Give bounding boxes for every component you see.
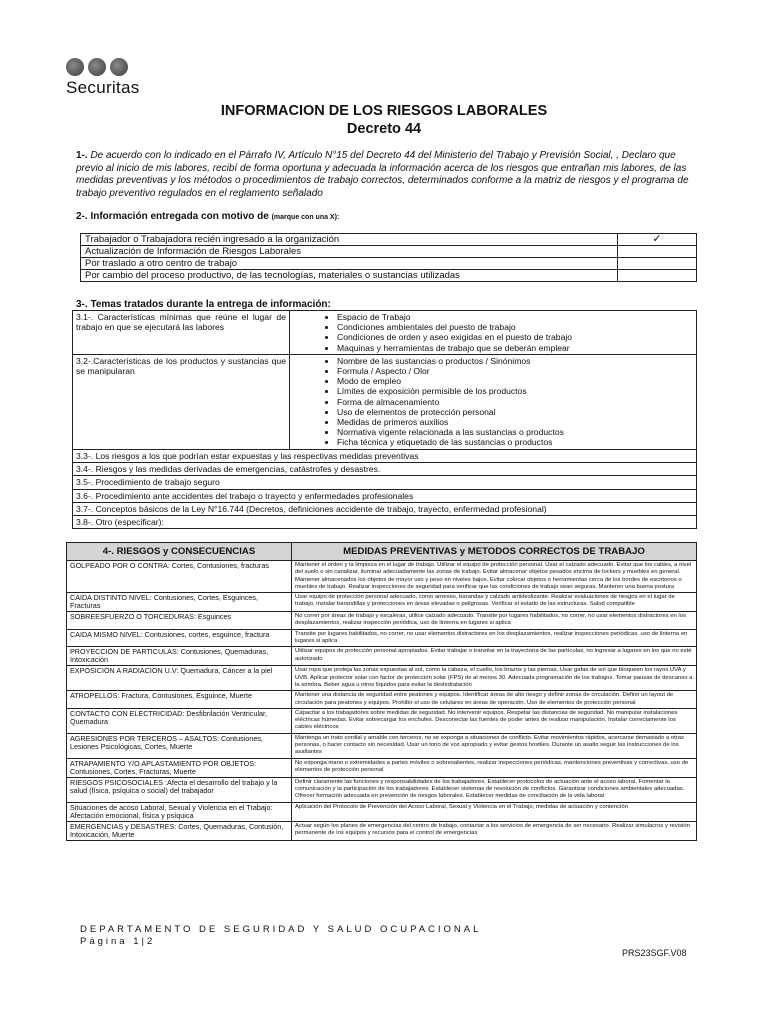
topic-item: • Ficha técnica y etiquetado de las sustancias o productos — [337, 437, 693, 447]
topic-item: • Normativa vigente relacionada a las sustancias o productos — [337, 427, 693, 437]
topic-item: • Espacio de Trabajo — [337, 312, 693, 322]
section-2-hint: (marque con una X): — [271, 214, 340, 221]
risks-table — [66, 542, 697, 841]
section-3-title: 3-. Temas tratados durante la entrega de información: — [76, 299, 331, 310]
risk-row — [67, 821, 697, 840]
risk-row — [67, 612, 697, 630]
logo-text: Securitas — [66, 78, 140, 97]
topic-3-4: 3.4-. Riesgos y las medidas derivadas de emergencias, catástrofes y desastres. — [73, 462, 697, 475]
topic-3-2-items — [290, 354, 697, 449]
risk-row — [67, 647, 697, 666]
risk-row — [67, 708, 697, 733]
risk-cell: GOLPEADO POR O CONTRA: Cortes, Contusiones, fracturas — [67, 561, 292, 593]
reason-row — [81, 270, 697, 282]
document-code: PRS23SGF.V08 — [622, 948, 687, 958]
logo-dot — [88, 58, 106, 76]
topic-row — [73, 516, 697, 529]
risk-cell: PROYECCION DE PARTICULAS: Contusiones, Quemaduras, Intoxicación — [67, 647, 292, 666]
topic-item: • Medidas de primeros auxilios — [337, 417, 693, 427]
measure-cell: Actuar según los planes de emergencias del centro de trabajo, contactar a los servicios de emergencia de ser necesario. Realizar simulacros y revisión permanente de los equipos y recursos para el control de emergencias — [292, 821, 697, 840]
risk-row — [67, 733, 697, 758]
topic-row — [73, 476, 697, 489]
risk-row — [67, 802, 697, 821]
measure-cell: Aplicación del Protocolo de Prevención del Acoso Laboral, Sexual y Violencia en el Trabajo, medidas de actuación y contención — [292, 802, 697, 821]
securitas-logo — [66, 58, 140, 98]
reason-row — [81, 234, 697, 246]
reason-row — [81, 246, 697, 258]
reason-label: Trabajador o Trabajadora recién ingresado a la organización — [81, 234, 618, 246]
footer-department: DEPARTAMENTO DE SEGURIDAD Y SALUD OCUPACIONAL — [80, 924, 482, 935]
topic-item: • Uso de elementos de protección personal — [337, 407, 693, 417]
reason-label: Actualización de Información de Riesgos Laborales — [81, 246, 618, 258]
topic-item: • Condiciones ambientales del puesto de trabajo — [337, 322, 693, 332]
risk-cell: SOBREESFUERZO O TORCEDURAS: Esguinces — [67, 612, 292, 630]
risk-cell: ATRAPAMIENTO Y/O APLASTAMIENTO POR OBJETOS: Contusiones, Cortes, Fracturas, Muerte — [67, 758, 292, 777]
topic-item: • Límites de exposición permisible de los productos — [337, 386, 693, 396]
risk-row — [67, 561, 697, 593]
risk-row — [67, 593, 697, 612]
topic-item: • Nombre de las sustancias o productos / Sinónimos — [337, 356, 693, 366]
section-2-title — [76, 211, 339, 222]
measure-cell: No exponga mano o extremidades a partes móviles o sobresalientes, realizar inspecciones periódicas, mantenciones preventivas y correctivas, uso de elementos de protección personal — [292, 758, 697, 777]
measure-cell: Definir claramente las funciones y responsabilidades de los trabajadores. Establecer protocolos de actuación ante el acoso laboral. Fomentar la comunicación y la participación de los trabajadores. Establecer sistemas de resolución de conflictos. Garantizar condiciones ambientales adecuadas. Ofrecer formación adecuada en prevención de riesgos laborales. Establecer medidas de conciliación de la vida laboral — [292, 777, 697, 802]
topic-row — [73, 489, 697, 502]
risk-row — [67, 666, 697, 691]
logo-dot — [66, 58, 84, 76]
topic-row — [73, 354, 697, 449]
measure-cell: Mantener el orden y la limpieza en el lugar de trabajo. Utilizar el equipo de protección personal. Usar el calzado adecuado. Evitar que los cables, a nivel del suelo o sin canalizar, iluminar adecuadamente las zonas de trabajo. Evitar almacenar objetos pesados encima de lockers y muebles en general. Mantener almacenados los objetos de mayor uso y peso en niveles bajos. Evitar colocar objetos o herramientas cerca de los bordes de escritorios o muebles de trabajo. Realizar inspecciones de seguridad para verificar que las condiciones de trabajo sean seguras. Mantener una buena postura — [292, 561, 697, 593]
risks-header: 4-. RIESGOS y CONSECUENCIAS — [67, 543, 292, 561]
intro-paragraph — [76, 150, 698, 200]
measure-cell: Utilizar equipos de protección personal apropiados. Evitar trabajar o transitar en la trayectoria de las partículas, no ingresar a lugares en los que no esté autorizado — [292, 647, 697, 666]
measure-cell: Capacitar a los trabajadores sobre medidas de seguridad. No intervenir equipos. Respetar las distancias de seguridad. No manipular instalaciones eléctricas húmedas. Evitar sobrecargar los enchufes. Desconectar las fuentes de poder antes de realizar manipulación. Instalar correctamente los cables eléctricos — [292, 708, 697, 733]
measure-cell: Mantenga un trato cordial y amable con terceros, no se exponga a situaciones de conflicto. Evitar movimientos rápidos, acercarse demasiado a otras personas, o hacer contacto sin necesidad. Usar un tono de voz apropiado y evitar gestos hostiles. Durante un asalto seguir las instrucciones de los asaltantes — [292, 733, 697, 758]
document-title: INFORMACION DE LOS RIESGOS LABORALES — [220, 103, 548, 119]
reason-table — [80, 233, 697, 282]
intro-number: 1-. — [76, 150, 88, 161]
risk-cell: CAIDA MISMO NIVEL: Contusiones, cortes, esguince, fractura — [67, 629, 292, 647]
topic-item: • Condiciones de orden y aseo exigidas en el puesto de trabajo — [337, 332, 693, 342]
reason-checkbox[interactable] — [618, 270, 697, 282]
measure-cell: Usar equipo de protección personal adecuado, como arneses, barandas y calzado antideslizante. Realizar evaluaciones de riesgos en el lugar de trabajo, instalar barandillas y protecciones en áreas elevadas o peligrosas. Verificar el estado de las estructuras. Salud compatible — [292, 593, 697, 612]
topic-item: • Formula / Aspecto / Olor — [337, 366, 693, 376]
topic-3-6: 3.6-. Procedimiento ante accidentes del trabajo o trayecto y enfermedades profesionales — [73, 489, 697, 502]
risk-cell: AGRESIONES POR TERCEROS – ASALTOS: Contusiones, Lesiones Psicológicas, Cortes, Muerte — [67, 733, 292, 758]
reason-checkbox[interactable] — [618, 246, 697, 258]
measures-header: MEDIDAS PREVENTIVAS y METODOS CORRECTOS DE TRABAJO — [292, 543, 697, 561]
section-2-heading: 2-. Información entregada con motivo de — [76, 211, 269, 222]
risk-cell: EXPOSICION A RADIACION U.V: Quemadura, Cáncer a la piel — [67, 666, 292, 691]
footer-page: Página 1|2 — [80, 936, 156, 947]
intro-text: De acuerdo con lo indicado en el Párrafo IV, Artículo N°15 del Decreto 44 del Ministerio del Trabajo y Previsión Social, , Declaro que previo al inicio de mis labores, recibí de forma oportuna y adecuada la información acerca de los riesgos que entrañan mis labores, de las medidas preventivas y los métodos o procedimientos de trabajo correctos, determinados conforme a la matriz de riesgos y el programa de trabajo preventivo regulados en el reglamento señalado — [76, 150, 689, 199]
reason-row — [81, 258, 697, 270]
risk-row — [67, 691, 697, 709]
topic-row — [73, 502, 697, 515]
topic-3-3: 3.3-. Los riesgos a los que podrían estar expuestas y las respectivas medidas preventivas — [73, 449, 697, 462]
topic-item: • Modo de empleo — [337, 376, 693, 386]
topic-3-1-items — [290, 311, 697, 355]
topic-3-2-label: 3.2-.Características de los productos y sustancias que se manipularan — [73, 354, 290, 449]
risks-header-row — [67, 543, 697, 561]
risk-row — [67, 758, 697, 777]
measure-cell: Transite por lugares habilitados, no correr, no usar elementos distractores en los desplazamientos, realizar inspecciones periódicas, uso de linterna en lugares si aplica — [292, 629, 697, 647]
logo-dots — [66, 58, 140, 76]
topic-row — [73, 311, 697, 355]
risk-cell: EMERGENCIAS y DESASTRES: Cortes, Quemaduras, Contusión, Intoxicación, Muerte — [67, 821, 292, 840]
reason-label: Por cambio del proceso productivo, de las tecnologías, materiales o sustancias utilizadas — [81, 270, 618, 282]
document-subtitle: Decreto 44 — [346, 121, 422, 137]
risk-cell: RIESGOS PSICOSOCIALES :Afecta el desarrollo del trabajo y la salud (física, psíquica o social) del trabajador — [67, 777, 292, 802]
risk-cell: Situaciones de acoso Laboral, Sexual y Violencia en el Trabajo: Afectación emocional, física y psíquica — [67, 802, 292, 821]
topics-table — [72, 310, 697, 529]
topic-item: • Maquinas y herramientas de trabajo que se deberán emplear — [337, 343, 693, 353]
risk-row — [67, 777, 697, 802]
measure-cell: Mantener una distancia de seguridad entre peatones y equipos. Identificar áreas de alto riesgo y definir zonas de circulación. Definir un layout de circulación para peatones y equipos. Prohibir el uso de celulares en áreas de operación. Uso de elementos de protección personal — [292, 691, 697, 709]
topic-3-8: 3.8-. Otro (especificar): — [73, 516, 697, 529]
topic-3-1-label: 3.1-. Características mínimas que reúne el lugar de trabajo en que se ejecutará las labores — [73, 311, 290, 355]
topic-3-5: 3.5-. Procedimiento de trabajo seguro — [73, 476, 697, 489]
risk-cell: CONTACTO CON ELECTRICIDAD: Desfibrilación Ventricular, Quemadura — [67, 708, 292, 733]
reason-label: Por traslado a otro centro de trabajo — [81, 258, 618, 270]
topic-row — [73, 449, 697, 462]
topic-row — [73, 462, 697, 475]
topic-3-7: 3.7-. Conceptos básicos de la Ley N°16.744 (Decretos, definiciones accidente de trabajo, trayecto, enfermedad profesional) — [73, 502, 697, 515]
risk-cell: ATROPELLOS: Fractura, Contusiones, Esguince, Muerte — [67, 691, 292, 709]
footer — [80, 924, 481, 948]
measure-cell: No correr por áreas de trabajo y escaleras, utilice calzado adecuado. Transite por lugares habilitados, no correr, no usar elementos distractores en los desplazamientos, realizar inspección periódica, uso de linterna en lugares si aplica — [292, 612, 697, 630]
reason-checkbox[interactable] — [618, 258, 697, 270]
topic-item: • Forma de almacenamiento — [337, 397, 693, 407]
logo-dot — [110, 58, 128, 76]
reason-checkbox[interactable]: ✓ — [618, 234, 697, 246]
measure-cell: Usar ropa que proteja las zonas expuestas al sol, como la cabeza, el cuello, los brazos y las piernas. Usar gafas de sol que bloqueen los rayos UVA y UVB. Aplicar protector solar con factor de protección solar (FPS) de al menos 30. Adecuada programación de los trabajos. Tomar pausas de descanso a la sombra. Beber agua u otros líquidos para evitar la deshidratación — [292, 666, 697, 691]
risk-row — [67, 629, 697, 647]
risk-cell: CAIDA DISTINTO NIVEL: Contusiones, Cortes, Esguinces, Fracturas — [67, 593, 292, 612]
